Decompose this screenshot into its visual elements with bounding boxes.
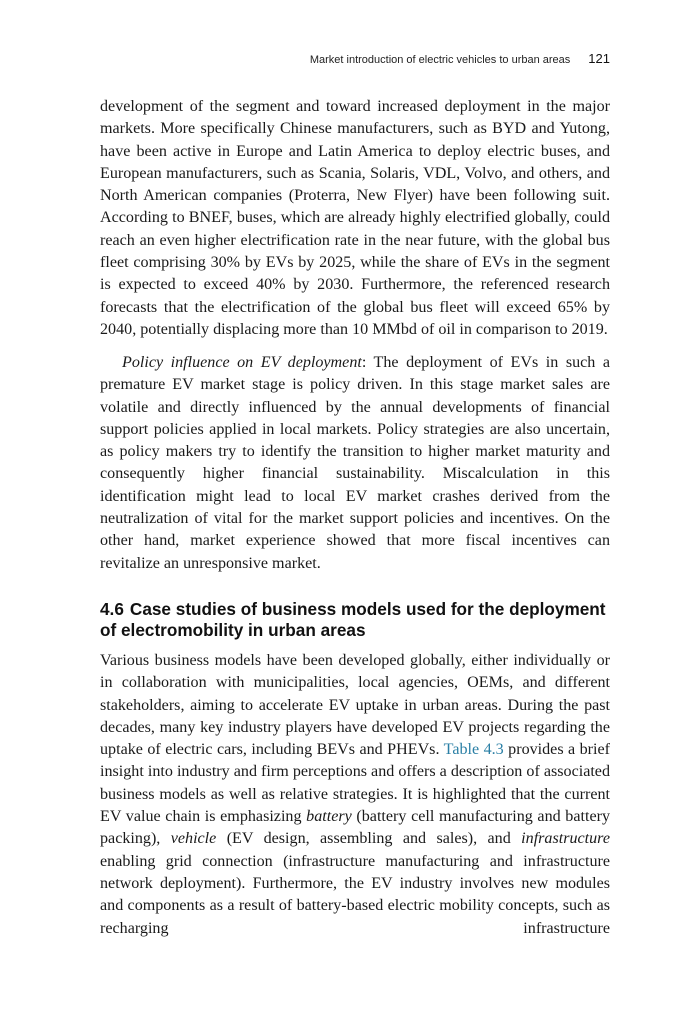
term-vehicle: vehicle xyxy=(170,830,217,848)
term-infrastructure: infrastructure xyxy=(521,830,610,848)
paragraph-business-models xyxy=(100,650,610,940)
paragraph-bus-electrification: development of the segment and toward increased deployment in the major markets. More specifically Chinese manufacturers, such as BYD and Yutong, have been active in Europe and Latin America to deploy electric buses, and European manufacturers, such as Scania, Solaris, VDL, Volvo, and others, and North American companies (Proterra, New Flyer) have been following suit. According to BNEF, buses, which are already highly electrified globally, could reach an even higher electrification rate in the near future, with the global bus fleet comprising 30% by EVs by 2025, while the share of EVs in the segment is expected to exceed 40% by 2030. Furthermore, the referenced research forecasts that the electrification of the global bus fleet will exceed 65% by 2040, potentially displacing more than 10 MMbd of oil in comparison to 2019. xyxy=(100,98,610,338)
policy-influence-lead: Policy influence on EV deployment xyxy=(122,354,362,371)
section-heading xyxy=(100,599,620,641)
policy-influence-text: : The deployment of EVs in such a premature EV market stage is policy driven. In this stage market sales are volatile and directly influenced by the annual developments of financial support policies applied in local markets. Policy strategies are also uncertain, as policy makers try to identify the transition to higher market maturity and consequently higher financial sustainability. Miscalculation in this identification might lead to local EV market crashes derived from the neutralization of vital for the market support policies and incentives. On the other hand, market experience showed that more fiscal incentives can revitalize an unresponsive market. xyxy=(100,354,610,572)
paragraph-policy-influence xyxy=(100,352,610,575)
business-models-text-1: Various business models have been developed globally, either individually or in collaboration with municipalities, local agencies, OEMs, and different stakeholders, aiming to accelerate EV uptake in urban areas. During the past decades, many key industry players have developed EV projects regarding the uptake of electric cars, including BEVs and PHEVs. xyxy=(100,652,610,759)
running-title: Market introduction of electric vehicles to urban areas xyxy=(309,54,571,66)
term-battery: battery xyxy=(306,808,352,826)
business-models-text-5: enabling grid connection (infrastructure manufacturing and infrastructure network deployment). Furthermore, the EV industry involves new modules and components as a result of battery-based electric mobility concepts, such as recharging infrastructure xyxy=(100,852,610,937)
table-4-3-link[interactable]: Table 4.3 xyxy=(443,741,504,759)
section-title: Case studies of business models used for the deployment of electromobility in urban areas xyxy=(100,599,606,640)
section-number: 4.6 xyxy=(100,599,124,619)
business-models-text-2: provides a brief insight into industry and firm perceptions and offers a description of associated business models as well as relative strategies. It is highlighted that the current EV value chain is emphasizing xyxy=(100,741,610,826)
running-header xyxy=(100,51,610,66)
page-number: 121 xyxy=(588,51,610,66)
business-models-text-4: (EV design, assembling and sales), and xyxy=(216,830,522,848)
business-models-text-3: (battery cell manufacturing and battery packing), xyxy=(100,808,610,848)
